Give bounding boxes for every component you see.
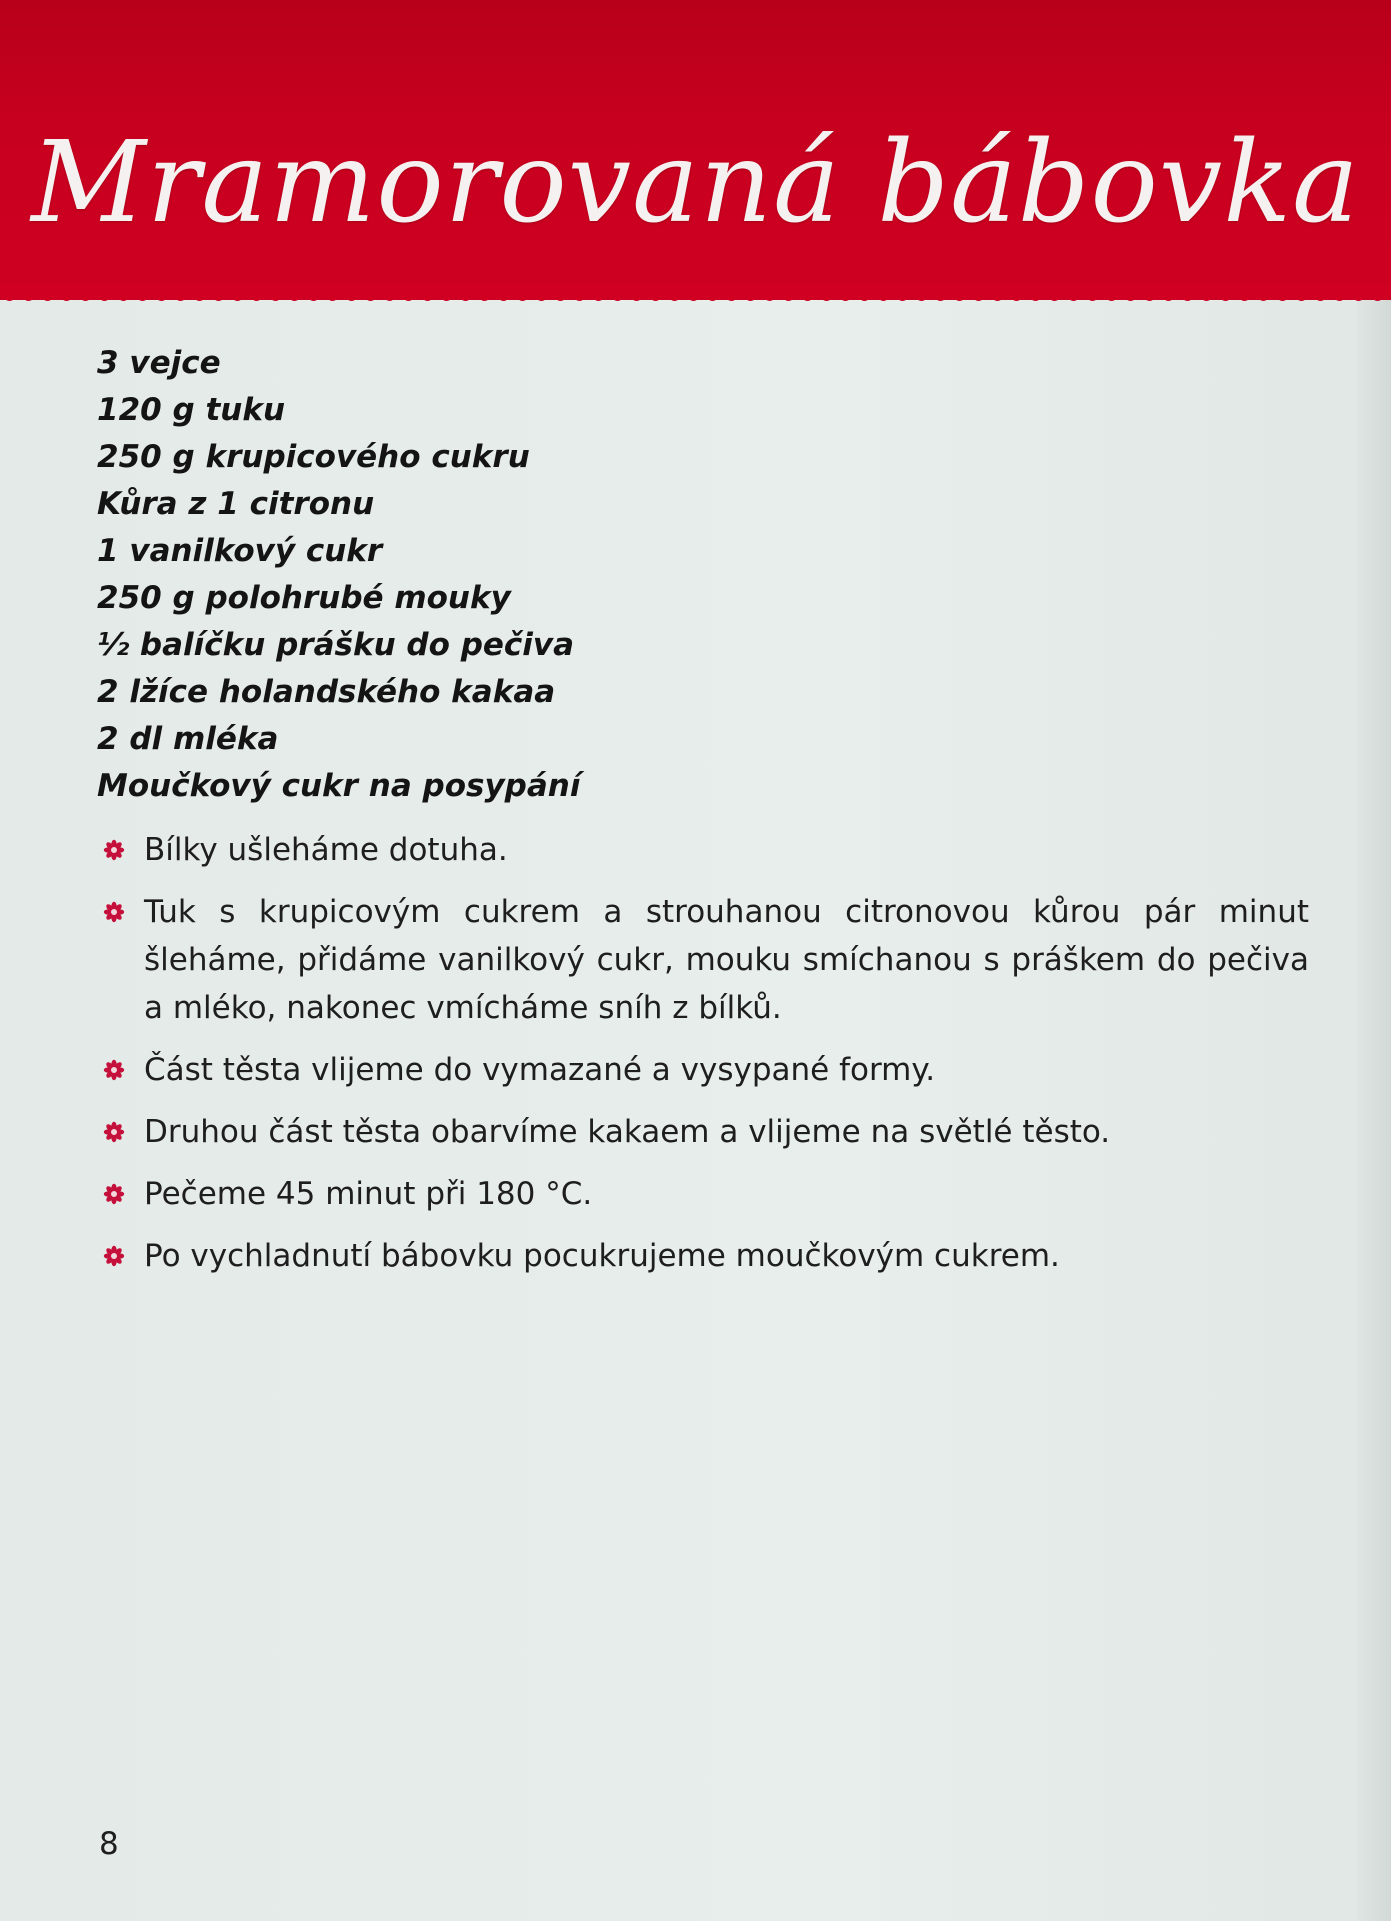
- ingredient-item: 3 vejce: [97, 345, 221, 381]
- page-number: 8: [99, 1826, 119, 1862]
- ingredient-item: 2 dl mléka: [97, 721, 279, 757]
- instruction-text: Po vychladnutí bábovku pocukrujeme moučkovým cukrem.: [144, 1238, 1060, 1274]
- ingredient-item: 1 vanilkový cukr: [97, 533, 383, 569]
- instruction-step: [97, 1108, 1309, 1156]
- instruction-text: Část těsta vlijeme do vymazané a vysypané formy.: [144, 1052, 936, 1088]
- instruction-text: Druhou část těsta obarvíme kakaem a vlijeme na světlé těsto.: [144, 1114, 1111, 1150]
- instruction-text: Tuk s krupicovým cukrem a strouhanou citronovou kůrou pár minut šleháme, přidáme vanilkový cukr, mouku smíchanou s práškem do pečiva a mléko, nakonec vmícháme sníh z bílků.: [144, 894, 1309, 1026]
- ingredient-item: Moučkový cukr na posypání: [97, 768, 581, 804]
- ingredient-item: Kůra z 1 citronu: [97, 486, 375, 522]
- ingredient-item: 250 g polohrubé mouky: [97, 580, 511, 616]
- flower-bullet-icon: [103, 1245, 125, 1267]
- ingredients-list: [97, 340, 580, 810]
- instruction-text: Pečeme 45 minut při 180 °C.: [144, 1176, 593, 1212]
- banner-scalloped-edge: [0, 284, 1391, 314]
- ingredient-item: 2 lžíce holandského kakaa: [97, 674, 556, 710]
- title-banner: [0, 0, 1391, 300]
- flower-bullet-icon: [103, 1183, 125, 1205]
- instruction-step: [97, 888, 1309, 1032]
- instruction-step: [97, 1170, 1309, 1218]
- flower-bullet-icon: [103, 839, 125, 861]
- instructions-list: [97, 826, 1309, 1294]
- flower-bullet-icon: [103, 1121, 125, 1143]
- ingredient-item: 120 g tuku: [97, 392, 286, 428]
- flower-bullet-icon: [103, 1059, 125, 1081]
- instruction-step: [97, 826, 1309, 874]
- instruction-text: Bílky ušleháme dotuha.: [144, 832, 508, 868]
- recipe-title: Mramorovaná bábovka: [31, 118, 1360, 248]
- instruction-step: [97, 1046, 1309, 1094]
- ingredient-item: ½ balíčku prášku do pečiva: [97, 627, 575, 663]
- instruction-step: [97, 1232, 1309, 1280]
- ingredient-item: 250 g krupicového cukru: [97, 439, 530, 475]
- flower-bullet-icon: [103, 901, 125, 923]
